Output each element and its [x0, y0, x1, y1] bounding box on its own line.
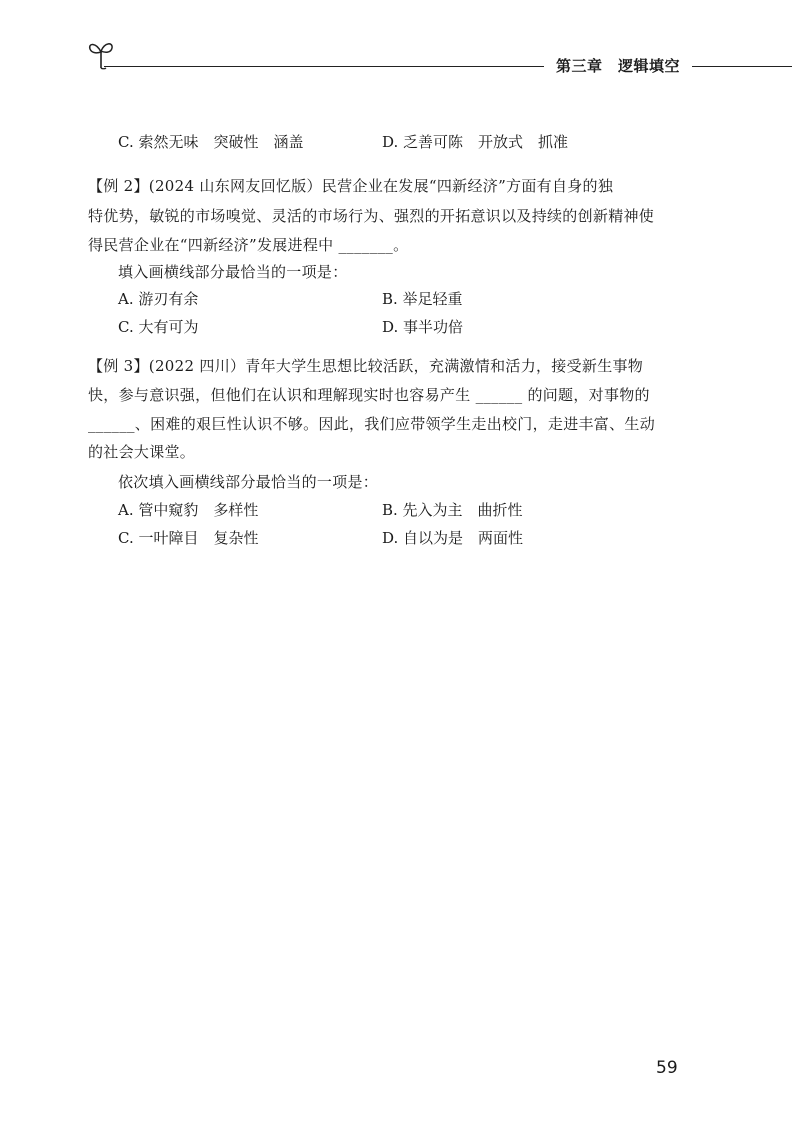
chapter-title: 第三章 逻辑填空	[556, 57, 681, 75]
page-number: 59	[656, 1058, 678, 1078]
example2-line-1: 【例 2】(2024 山东网友回忆版）民营企业在发展“四新经济”方面有自身的独	[88, 177, 614, 195]
example2-prompt: 填入画横线部分最恰当的一项是：	[118, 263, 348, 281]
example3-line-1: 【例 3】(2022 四川）青年大学生思想比较活跃，充满激情和活力，接受新生事物	[88, 357, 644, 375]
example2-option-b: B. 举足轻重	[382, 290, 463, 308]
header-rule-left	[104, 66, 544, 67]
example3-line-2: 快，参与意识强，但他们在认识和理解现实时也容易产生 ______ 的问题，对事物的	[88, 386, 650, 404]
option-d: D. 乏善可陈 开放式 抓准	[382, 133, 569, 151]
example3-line-4: 的社会大课堂。	[88, 443, 196, 461]
example3-line-3: ______、困难的艰巨性认识不够。因此，我们应带领学生走出校门，走进丰富、生动	[88, 415, 656, 433]
example2-line-3: 得民营企业在“四新经济”发展进程中 _______。	[88, 236, 409, 254]
example3-option-c: C. 一叶障目 复杂性	[118, 529, 259, 547]
example2-option-a: A. 游刃有余	[118, 290, 199, 308]
example3-option-d: D. 自以为是 两面性	[382, 529, 524, 547]
example2-line-2: 特优势，敏锐的市场嗅觉、灵活的市场行为、强烈的开拓意识以及持续的创新精神使	[88, 207, 655, 225]
example3-option-b: B. 先入为主 曲折性	[382, 501, 523, 519]
example2-option-c: C. 大有可为	[118, 318, 199, 336]
example2-option-d: D. 事半功倍	[382, 318, 464, 336]
option-c: C. 索然无味 突破性 涵盖	[118, 133, 304, 151]
example3-option-a: A. 管中窥豹 多样性	[118, 501, 259, 519]
header-rule-right	[692, 66, 792, 67]
example3-prompt: 依次填入画横线部分最恰当的一项是：	[118, 473, 379, 491]
